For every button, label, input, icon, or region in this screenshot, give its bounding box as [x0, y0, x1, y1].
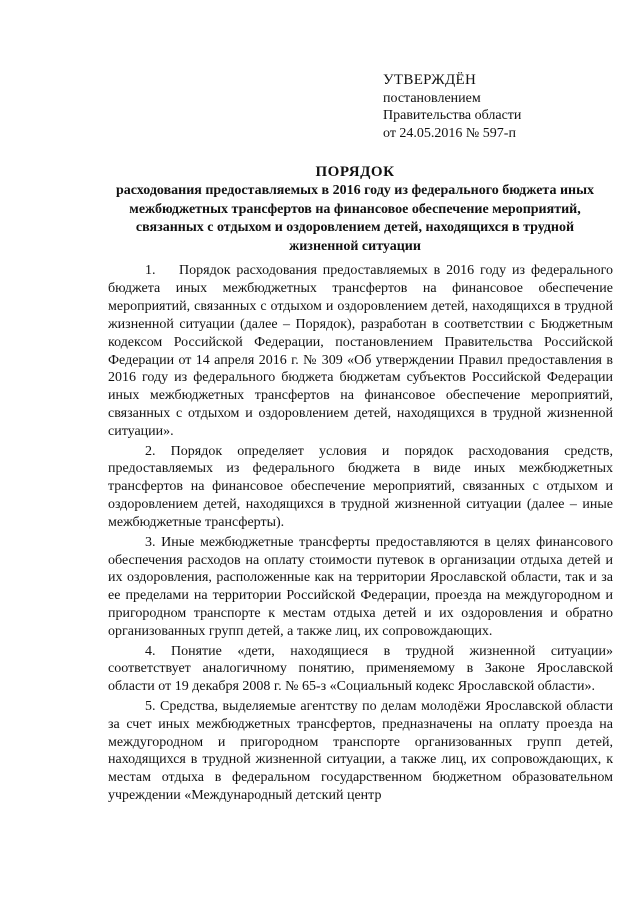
document-title-block [100, 163, 610, 256]
paragraph-5: 5. Средства, выделяемые агентству по делам молодёжи Ярославской области за счет иных межбюджетных трансфертов, предназначены на оплату проезда на междугородном и пригородном транспорте организованных групп детей, находящихся в трудной жизненной ситуации, а также лиц, их сопровождающих, к местам отдыха в федеральном государственном бюджетном образовательном учреждении «Международный детский центр [108, 698, 613, 804]
document-subtitle: расходования предоставляемых в 2016 году из федерального бюджета иных межбюджетных трансфертов на финансовое обеспечение мероприятий, связанных с отдыхом и оздоровлением детей, находящихся в трудной жизненной ситуации [115, 183, 595, 254]
paragraph-3: 3. Иные межбюджетные трансферты предоставляются в целях финансового обеспечения расходов на оплату стоимости путевок в организации отдыха детей и их оздоровления, расположенные как на территории Ярославской области, так и за ее пределами на территории Российской Федерации, проезда на междугородном и пригородном транспорте к местам отдыха детей и их оздоровления и обратно организованных групп детей, а также лиц, их сопровождающих. [108, 534, 613, 640]
approval-line-date-number: от 24.05.2016 № 597-п [383, 125, 516, 141]
approval-line-resolution: постановлением [383, 90, 481, 106]
approval-line-government: Правительства области [383, 108, 522, 123]
paragraph-1: 1. Порядок расходования предоставляемых в 2016 году из федерального бюджета иных межбюджетных трансфертов на финансовое обеспечение мероприятий, связанных с отдыхом и оздоровлением детей, находящихся в трудной жизненной ситуации (далее – Порядок), разработан в соответствии с Бюджетным кодексом Российской Федерации, постановлением Правительства Российской Федерации от 14 апреля 2016 г. № 309 «Об утверждении Правил предоставления в 2016 году из федерального бюджета бюджетам субъектов Российской Федерации иных межбюджетных трансфертов на финансовое обеспечение мероприятий, связанных с отдыхом и оздоровлением детей, находящихся в трудной жизненной ситуации». [108, 263, 613, 440]
approval-stamp-block [383, 72, 623, 142]
document-title: ПОРЯДОК [315, 164, 395, 180]
document-body [108, 262, 613, 807]
paragraph-4: 4. Понятие «дети, находящиеся в трудной жизненной ситуации» соответствует аналогичному понятию, применяемому в Законе Ярославской области от 19 декабря 2008 г. № 65-з «Социальный кодекс Ярославской области». [108, 643, 613, 695]
approval-stamp: УТВЕРЖДЁН [383, 72, 477, 88]
paragraph-2: 2. Порядок определяет условия и порядок расходования средств, предоставляемых из федерального бюджета в виде иных межбюджетных трансфертов на финансовое обеспечение мероприятий, связанных с отдыхом и оздоровлением детей, находящихся в трудной жизненной ситуации (далее – иные межбюджетные трансферты). [108, 443, 613, 531]
